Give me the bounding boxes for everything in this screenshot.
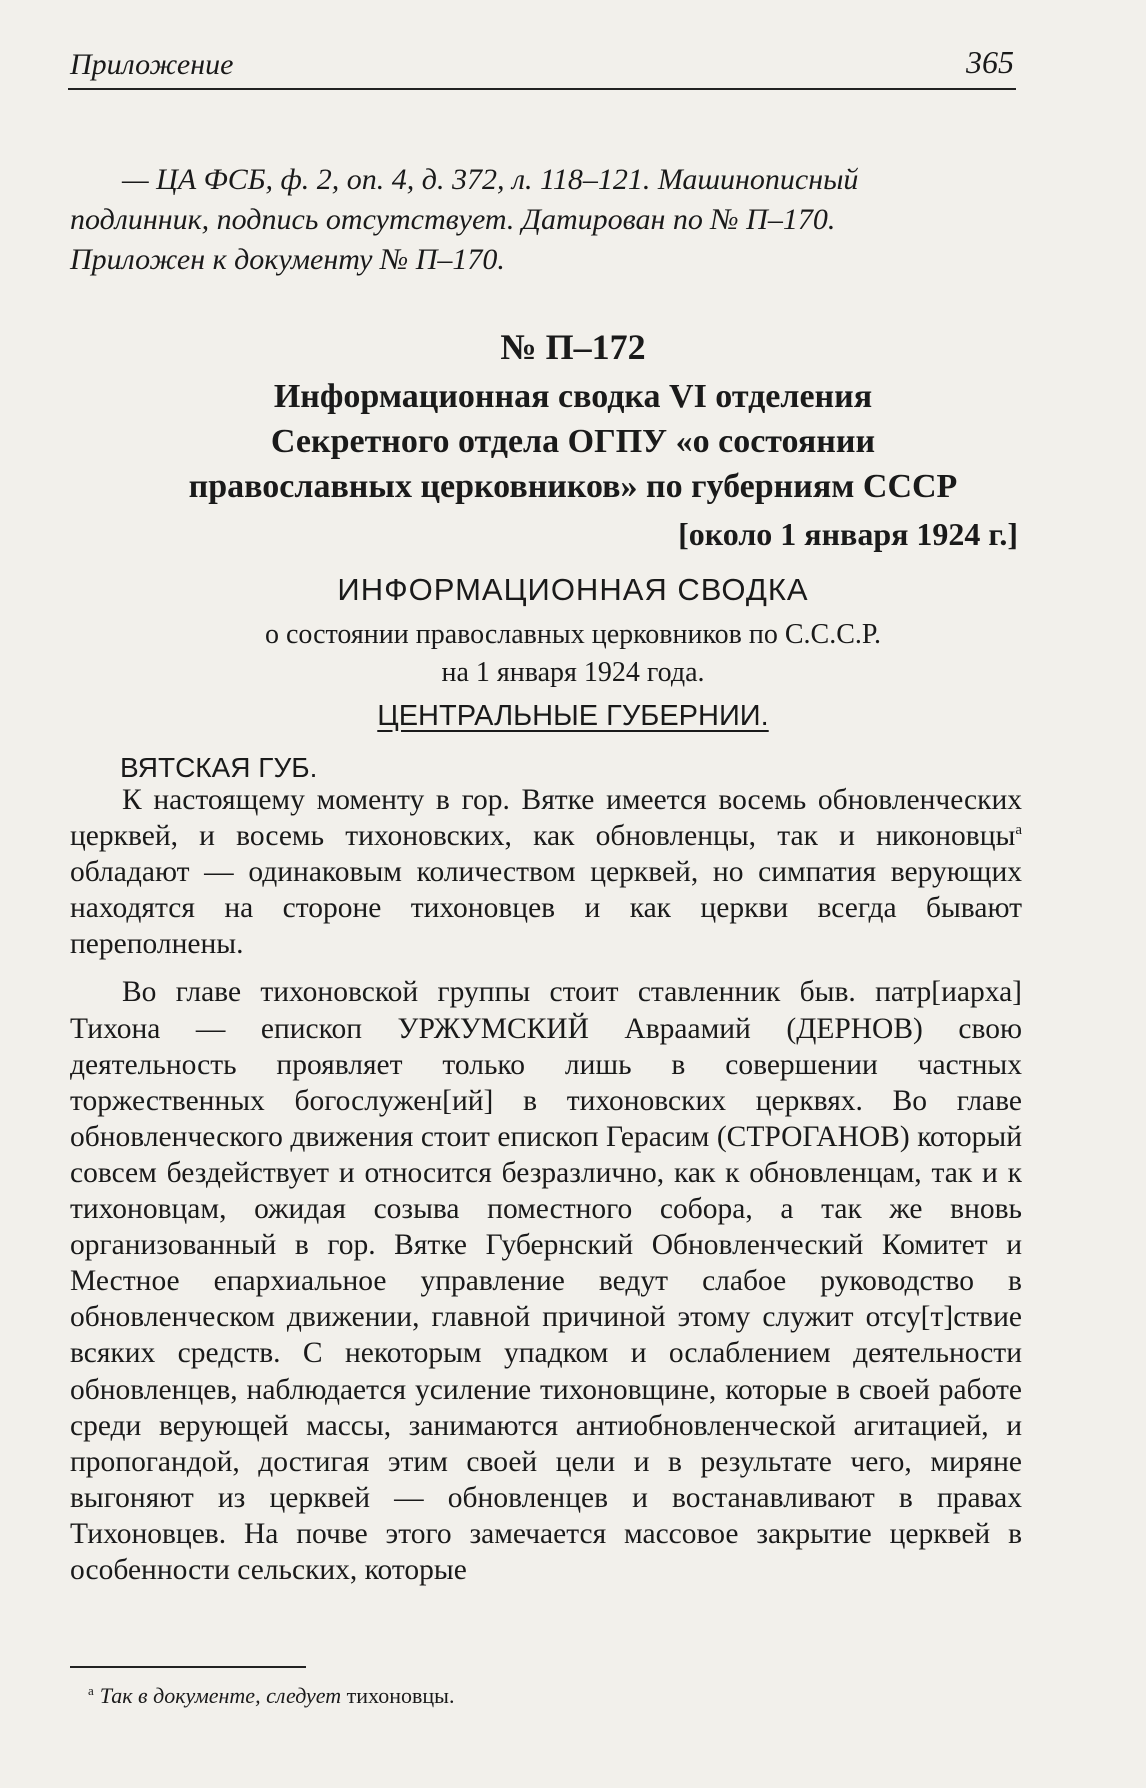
subheading-line: на 1 января 1924 года. <box>441 657 705 688</box>
footnote-italic-text: Так в документе, следует <box>99 1683 342 1708</box>
archival-source-note <box>70 160 1016 280</box>
paragraph-text: К настоящему моменту в гор. Вятке имеется восемь обновленческих церквей, и восемь тихоновских, как обновленцы, так и никоновцы <box>70 784 1022 853</box>
section-heading <box>0 700 1146 733</box>
paragraph-text: обладают — одинаковым количеством церквей, но симпатия верующих находятся на стороне тихоновцев и как церкви всегда бывают переполнены. <box>70 856 1022 961</box>
region-heading: ВЯТСКАЯ ГУБ. <box>120 752 318 783</box>
footnote <box>88 1683 454 1709</box>
footnote-text: тихоновцы. <box>341 1683 455 1708</box>
source-line: — ЦА ФСБ, ф. 2, оп. 4, д. 372, л. 118–121. Машинописный <box>122 163 859 196</box>
subheading-line: о состоянии православных церковников по С.С.С.Р. <box>265 619 881 650</box>
title-line: Информационная сводка VI отделения <box>273 378 873 415</box>
footnote-reference: а <box>1015 822 1022 839</box>
title-line: Секретного отдела ОГПУ «о состоянии <box>270 423 876 460</box>
document-title <box>70 374 1076 509</box>
report-body <box>70 782 1022 1588</box>
running-header <box>68 44 1016 90</box>
source-line: Приложен к документу № П–170. <box>70 243 505 276</box>
paragraph: Во главе тихоновской группы стоит ставленник быв. патр[иарха] Тихона — епископ УРЖУМСКИЙ Авраамий (ДЕРНОВ) свою деятельность проявляет только лишь в совершении частных торжественных богослужен[ий] в тихоновских церквях. Во главе обновленческого движения стоит епископ Герасим (СТРОГАНОВ) который совсем бездействует и относится безразлично, как к обновленцам, так и к тихоновцам, ожидая созыва поместного собора, а так же вновь организованный в гор. Вятке Губернский Обновленческий Комитет и Местное епархиальное управление ведут слабое руководство в обновленческом движении, главной причиной этому служит отсу[т]ствие всяких средств. С некоторым упадком и ослаблением деятельности обновленцев, наблюдается усиление тихоновщине, которые в своей работе среди верующей массы, занимаются антиобновленческой агитацией, и пропогандой, достигая этим своей цели и в результате чего, миряне выгоняют из церквей — обновленцев и востанавливают в правах Тихоновцев. На почве этого замечается массовое закрытие церквей в особенности сельских, которые <box>70 976 1022 1586</box>
report-heading: ИНФОРМАЦИОННАЯ СВОДКА <box>337 572 809 607</box>
report-subheading <box>0 616 1146 692</box>
page-number: 365 <box>966 44 1014 80</box>
footnote-divider <box>70 1666 306 1668</box>
document-date: [около 1 января 1924 г.] <box>678 516 1018 552</box>
title-line: православных церковников» по губерниям СССР <box>188 468 958 505</box>
section-heading-text: ЦЕНТРАЛЬНЫЕ ГУБЕРНИИ. <box>377 700 769 732</box>
footnote-mark: а <box>88 1682 94 1698</box>
running-header-section: Приложение <box>70 48 234 81</box>
source-line: подлинник, подпись отсутствует. Датирован по № П–170. <box>70 203 836 236</box>
paragraph <box>70 782 1022 962</box>
document-number: № П–172 <box>500 327 646 367</box>
